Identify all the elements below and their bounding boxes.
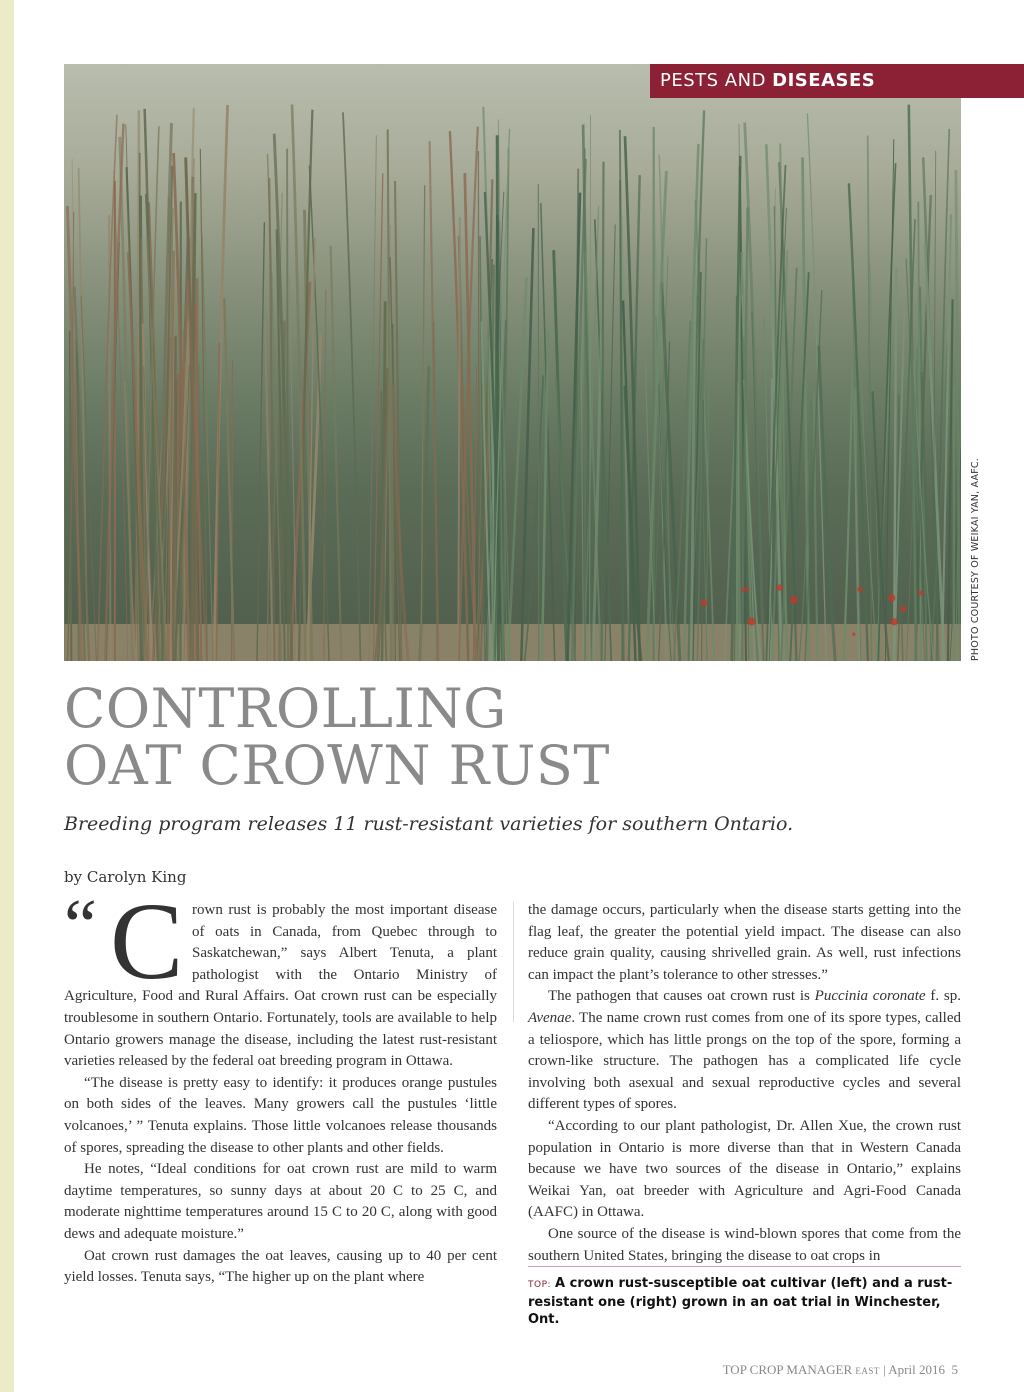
section-banner: [650, 64, 1024, 98]
forma-specialis-name: Avenae: [528, 1009, 572, 1026]
section-label-bold: DISEASES: [772, 70, 876, 91]
body-paragraph: the damage occurs, particularly when the disease starts getting into the flag leaf, the greater the potential yield impact. The disease can also reduce grain quality, causing shrivelled grain. As well, rust infections can impact the plant’s tolerance to other stresses.”: [528, 902, 961, 983]
footer-edition: EAST: [855, 1366, 880, 1376]
body-paragraph: He notes, “Ideal conditions for oat crown rust are mild to warm daytime temperatures, so sunny days at about 20 C to 25 C, and moderate nighttime temperatures around 15 C to 20 C, along with good dews and adequate moisture.”: [64, 1161, 497, 1242]
species-name: Puccinia coronate: [814, 988, 926, 1005]
article-title: [64, 677, 964, 797]
caption-tag: TOP:: [528, 1280, 552, 1290]
article-subtitle: Breeding program releases 11 rust-resistant varieties for southern Ontario.: [64, 813, 794, 835]
footer-magazine: TOP CROP MANAGER: [722, 1362, 853, 1377]
oat-field-photo: [64, 64, 961, 661]
column-divider: [513, 902, 514, 1022]
article-column-left: [64, 880, 497, 1289]
article-byline: by Carolyn King: [64, 868, 187, 886]
drop-cap-letter: C: [110, 880, 184, 1002]
caption-text: A crown rust-susceptible oat cultivar (left) and a rust-resistant one (right) grown in an oat trial in Winchester, Ont.: [528, 1276, 953, 1327]
page-margin-strip: [0, 0, 14, 1392]
lead-paragraph: [64, 880, 497, 1073]
drop-cap-block: [64, 880, 190, 1002]
body-paragraph: “According to our plant pathologist, Dr. Allen Xue, the crown rust population in Ontario is more diverse than that in Western Canada because we have two sources of the disease in Ontario,” explains Weikai Yan, oat breeder with Agriculture and Agri-Food Canada (AAFC) in Ottawa.: [528, 1117, 961, 1221]
body-paragraph: “The disease is pretty easy to identify: it produces orange pustules on both sides of the leaves. Many growers call the pustules ‘little volcanoes,’ ” Tenuta explains. Those little volcanoes release thousands of spores, spreading the disease to other plants and other fields.: [64, 1074, 497, 1156]
footer-date: April 2016: [888, 1362, 945, 1377]
oat-stalks-illustration: [64, 64, 961, 661]
pathogen-text-c: . The name crown rust comes from one of its spore types, called a teliospore, which has little prongs on the top of the spore, forming a crown-like structure. The pathogen has a complicated life cycle involving both asexual and sexual reproductive cycles and several different types of spores.: [528, 1009, 961, 1113]
body-paragraph: Oat crown rust damages the oat leaves, causing up to 40 per cent yield losses. Tenuta says, “The higher up on the plant where: [64, 1247, 497, 1286]
pathogen-text-b: f. sp.: [925, 988, 961, 1005]
section-label-light: PESTS AND: [660, 70, 766, 91]
photo-caption: [528, 1266, 961, 1328]
body-paragraph: One source of the disease is wind-blown spores that come from the southern United States, bringing the disease to oat crops in: [528, 1225, 961, 1264]
body-paragraph-pathogen: [528, 986, 961, 1116]
title-line-2: OAT CROWN RUST: [64, 734, 610, 797]
photo-credit: PHOTO COURTESY OF WEIKAI YAN, AAFC.: [970, 458, 981, 661]
open-quote-mark: “: [64, 885, 97, 967]
pathogen-text-a: The pathogen that causes oat crown rust is: [548, 988, 815, 1005]
article-column-right: [528, 900, 961, 1267]
lead-paragraph-text: rown rust is probably the most important disease of oats in Canada, from Quebec through to Saskatchewan,” says Albert Tenuta, a plant pathologist with the Ontario Ministry of Agriculture, Food and Rural Affairs. Oat crown rust can be especially troublesome in southern Ontario. Fortunately, tools are available to help Ontario growers manage the disease, including the latest rust-resistant varieties released by the federal oat breeding program in Ottawa.: [64, 902, 497, 1070]
footer-separator: |: [883, 1362, 886, 1377]
footer-page-number: 5: [951, 1362, 958, 1377]
title-line-1: CONTROLLING: [64, 677, 507, 740]
page-footer: [600, 1362, 958, 1378]
